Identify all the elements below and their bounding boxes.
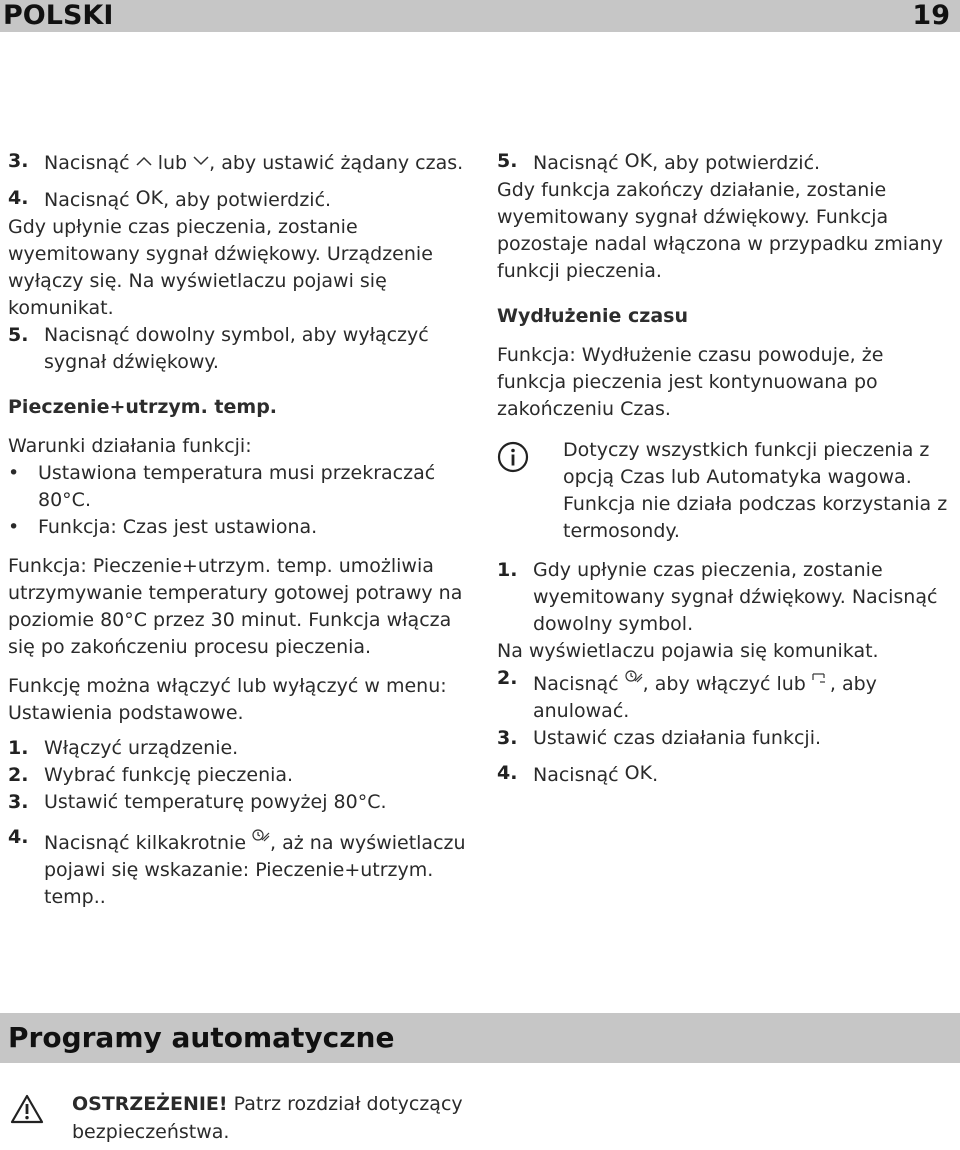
list-item: 4. Nacisnąć kilkakrotnie , aż na wyświetlaczu pojawi się wskazanie: Pieczenie+utrzym. temp.. <box>8 826 466 908</box>
clock-cancel-icon <box>812 665 830 679</box>
list-item: 2. Wybrać funkcję pieczenia. <box>8 764 294 786</box>
warning-text: Patrz rozdział dotyczący bezpieczeństwa. <box>72 1093 463 1143</box>
right-column <box>497 148 955 789</box>
ok-symbol: OK <box>624 150 653 172</box>
step-4-result-text: Gdy upłynie czas pieczenia, zostanie wyemitowany sygnał dźwiękowy. Urządzenie wyłączy się. Na wyświetlaczu pojawi się komunikat. <box>8 216 433 319</box>
list-item: 3. Ustawić temperaturę powyżej 80°C. <box>8 791 387 813</box>
chevron-down-icon <box>193 152 209 170</box>
list-item: • Funkcja: Czas jest ustawiona. <box>8 516 318 538</box>
warning-note <box>10 1090 470 1146</box>
page-number: 19 <box>912 0 950 31</box>
step-number: 5. <box>8 324 29 346</box>
time-extension-description: Funkcja: Wydłużenie czasu powoduje, że funkcja pieczenia jest kontynuowana po zakończeniu Czas. <box>497 344 884 420</box>
keep-warm-description: Funkcja: Pieczenie+utrzym. temp. umożliwia utrzymywanie temperatury gotowej potrawy na poziomie 80°C przez 30 minut. Funkcja włącza się po zakończeniu procesu pieczenia. <box>8 555 463 658</box>
step-4-confirm: 4. Nacisnąć OK, aby potwierdzić. <box>8 185 478 214</box>
clock-plus-icon <box>252 824 270 838</box>
info-icon <box>497 437 563 545</box>
list-item: 1. Gdy upłynie czas pieczenia, zostanie wyemitowany sygnał dźwiękowy. Nacisnąć dowolny symbol. <box>497 559 938 635</box>
clock-plus-icon <box>625 665 643 679</box>
section-bar <box>0 1013 960 1063</box>
keep-warm-steps <box>8 735 478 911</box>
list-item: 3. Ustawić czas działania funkcji. <box>497 727 822 749</box>
list-item: • Ustawiona temperatura musi przekraczać 80°C. <box>8 462 436 511</box>
warning-triangle-icon <box>10 1090 72 1146</box>
language-label: POLSKI <box>3 0 114 31</box>
step-5-result-text: Gdy funkcja zakończy działanie, zostanie wyemitowany sygnał dźwiękowy. Funkcja pozostaje nadal włączona w przypadku zmiany funkcji pieczenia. <box>497 179 943 282</box>
step-5-silence: 5. Nacisnąć dowolny symbol, aby wyłączyć sygnał dźwiękowy. <box>8 322 478 376</box>
left-column <box>8 148 478 911</box>
page-header <box>0 0 960 32</box>
section-heading-keep-warm: Pieczenie+utrzym. temp. <box>8 396 278 418</box>
list-item: 4. Nacisnąć OK. <box>497 762 659 786</box>
conditions-list <box>8 460 478 541</box>
list-item: 1. Włączyć urządzenie. <box>8 737 239 759</box>
ok-symbol: OK <box>624 762 653 784</box>
step-number: 4. <box>8 187 29 209</box>
step-3-set-time: 3. Nacisnąć lub , aby ustawić żądany czas. <box>8 148 478 177</box>
step-number: 5. <box>497 150 518 172</box>
section-title: Programy automatyczne <box>8 1021 395 1054</box>
section-heading-time-extension: Wydłużenie czasu <box>497 305 688 327</box>
ok-symbol: OK <box>135 187 164 209</box>
display-note: Na wyświetlaczu pojawia się komunikat. <box>497 640 879 662</box>
menu-note: Funkcję można włączyć lub wyłączyć w menu: Ustawienia podstawowe. <box>8 675 447 724</box>
info-text: Dotyczy wszystkich funkcji pieczenia z opcją Czas lub Automatyka wagowa. Funkcja nie działa podczas korzystania z termosondy. <box>563 439 948 542</box>
step-5-confirm: 5. Nacisnąć OK, aby potwierdzić. <box>497 148 955 177</box>
warning-label: OSTRZEŻENIE! <box>72 1093 228 1115</box>
list-item: 2. Nacisnąć , aby włączyć lub , aby anulować. <box>497 667 877 722</box>
step-number: 3. <box>8 150 29 172</box>
chevron-up-icon <box>136 152 152 170</box>
info-note <box>497 437 955 545</box>
conditions-label: Warunki działania funkcji: <box>8 435 252 457</box>
